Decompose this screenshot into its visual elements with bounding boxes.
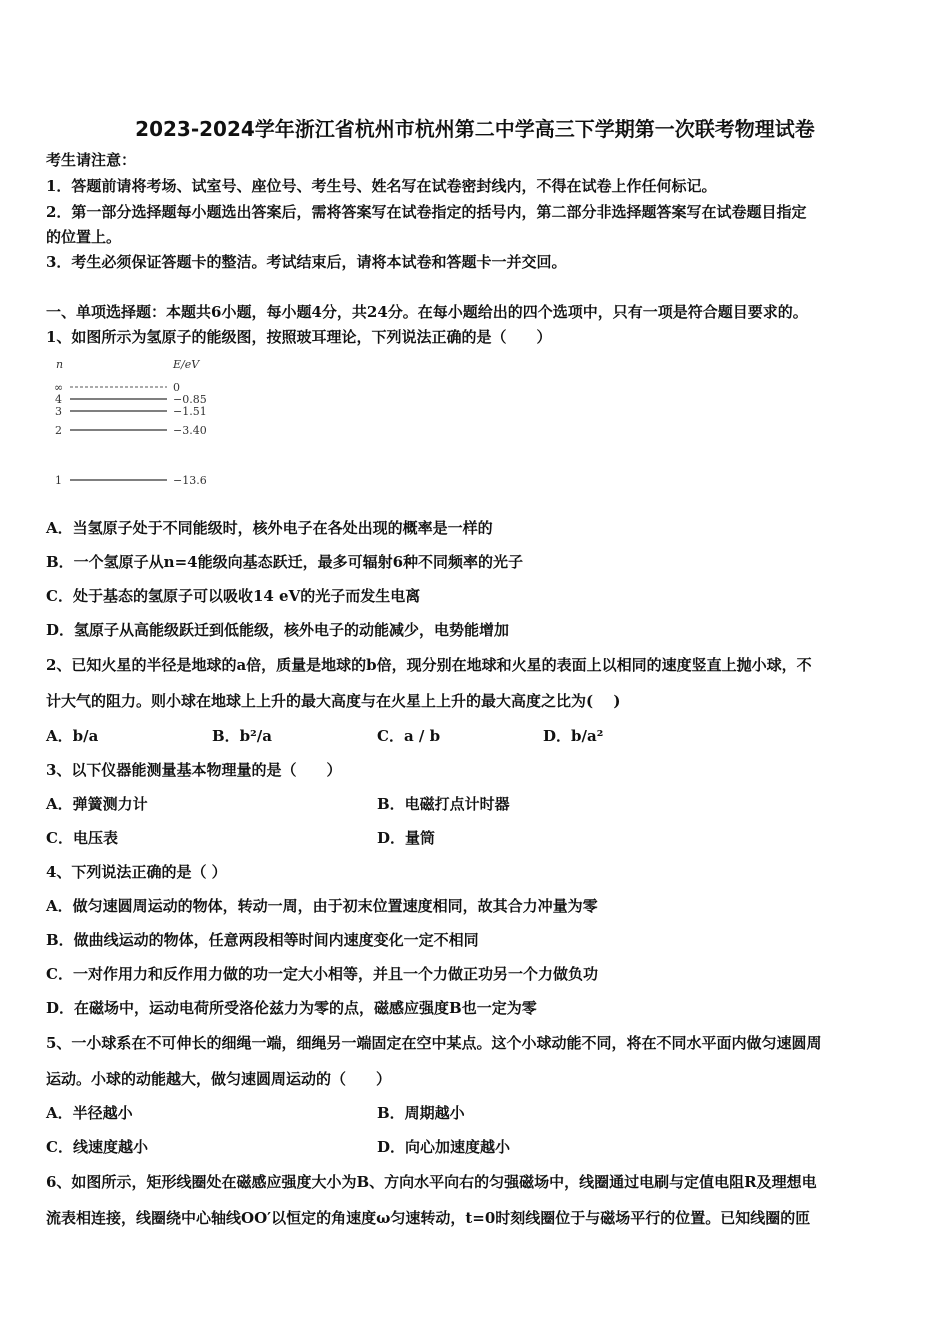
level-n-label: 3 xyxy=(55,405,62,418)
option: C．处于基态的氢原子可以吸收14 eV的光子而发生电离 xyxy=(46,587,421,605)
question-5-stem: 运动。小球的动能越大，做匀速圆周运动的（ ） xyxy=(46,1070,392,1088)
question-2-stem: 计大气的阻力。则小球在地球上上升的最大高度与在火星上上升的最大高度之比为( ) xyxy=(46,692,621,710)
notice-item: 3．考生必须保证答题卡的整洁。考试结束后，请将本试卷和答题卡一并交回。 xyxy=(46,253,567,271)
level-e-label: −0.85 xyxy=(173,393,207,406)
level-e-label: −1.51 xyxy=(173,405,207,418)
diagram-e-label: E/eV xyxy=(173,358,200,371)
level-n-label: ∞ xyxy=(54,381,64,394)
option: D．量筒 xyxy=(377,829,436,847)
option: C．线速度越小 xyxy=(46,1138,148,1156)
energy-level-diagram xyxy=(50,352,230,492)
section-heading: 一、单项选择题：本题共6小题，每小题4分，共24分。在每小题给出的四个选项中，只有一项是符合题目要求的。 xyxy=(46,303,808,321)
page-title: 2023-2024学年浙江省杭州市杭州第二中学高三下学期第一次联考物理试卷 xyxy=(135,117,815,141)
question-6-stem: 6、如图所示，矩形线圈处在磁感应强度大小为B、方向水平向右的匀强磁场中，线圈通过电刷与定值电阻R及理想电 xyxy=(46,1173,817,1191)
option: D．b/a² xyxy=(543,727,604,745)
level-e-label: −13.6 xyxy=(173,474,207,487)
option: A．当氢原子处于不同能级时，核外电子在各处出现的概率是一样的 xyxy=(46,519,493,537)
question-4-stem: 4、下列说法正确的是（ ） xyxy=(46,863,227,881)
level-n-label: 2 xyxy=(55,424,62,437)
level-e-label: 0 xyxy=(173,381,180,394)
diagram-n-label: n xyxy=(56,358,64,371)
option: D．氢原子从高能级跃迁到低能级，核外电子的动能减少，电势能增加 xyxy=(46,621,510,639)
notice-item: 的位置上。 xyxy=(46,228,122,246)
level-n-label: 1 xyxy=(55,474,62,487)
option: B．做曲线运动的物体，任意两段相等时间内速度变化一定不相同 xyxy=(46,931,479,949)
notice-item: 1．答题前请将考场、试室号、座位号、考生号、姓名写在试卷密封线内，不得在试卷上作任何标记。 xyxy=(46,177,717,195)
notice-heading: 考生请注意： xyxy=(46,151,137,169)
option: B．b²/a xyxy=(212,727,272,745)
question-1-stem: 1、如图所示为氢原子的能级图，按照玻耳理论，下列说法正确的是（ ） xyxy=(46,328,552,346)
option: A．做匀速圆周运动的物体，转动一周，由于初末位置速度相同，故其合力冲量为零 xyxy=(46,897,598,915)
notice-item: 2．第一部分选择题每小题选出答案后，需将答案写在试卷指定的括号内，第二部分非选择题答案写在试卷题目指定 xyxy=(46,203,807,221)
option: A．半径越小 xyxy=(46,1104,133,1122)
option: A．b/a xyxy=(46,727,99,745)
option: C．一对作用力和反作用力做的功一定大小相等，并且一个力做正功另一个力做负功 xyxy=(46,965,598,983)
level-n-label: 4 xyxy=(55,393,62,406)
option: B．一个氢原子从n=4能级向基态跃迁，最多可辐射6种不同频率的光子 xyxy=(46,553,524,571)
question-2-stem: 2、已知火星的半径是地球的a倍，质量是地球的b倍，现分别在地球和火星的表面上以相同的速度竖直上抛小球，不 xyxy=(46,656,812,674)
question-5-stem: 5、一小球系在不可伸长的细绳一端，细绳另一端固定在空中某点。这个小球动能不同，将在不同水平面内做匀速圆周 xyxy=(46,1034,822,1052)
option: B．周期越小 xyxy=(377,1104,465,1122)
option: C．a / b xyxy=(377,727,441,745)
level-e-label: −3.40 xyxy=(173,424,207,437)
option: A．弹簧测力计 xyxy=(46,795,148,813)
option: D．在磁场中，运动电荷所受洛伦兹力为零的点，磁感应强度B也一定为零 xyxy=(46,999,537,1017)
question-3-stem: 3、以下仪器能测量基本物理量的是（ ） xyxy=(46,761,342,779)
question-6-stem: 流表相连接，线圈绕中心轴线OO′以恒定的角速度ω匀速转动，t=0时刻线圈位于与磁场平行的位置。已知线圈的匝 xyxy=(46,1209,811,1227)
option: D．向心加速度越小 xyxy=(377,1138,511,1156)
option: B．电磁打点计时器 xyxy=(377,795,510,813)
option: C．电压表 xyxy=(46,829,118,847)
